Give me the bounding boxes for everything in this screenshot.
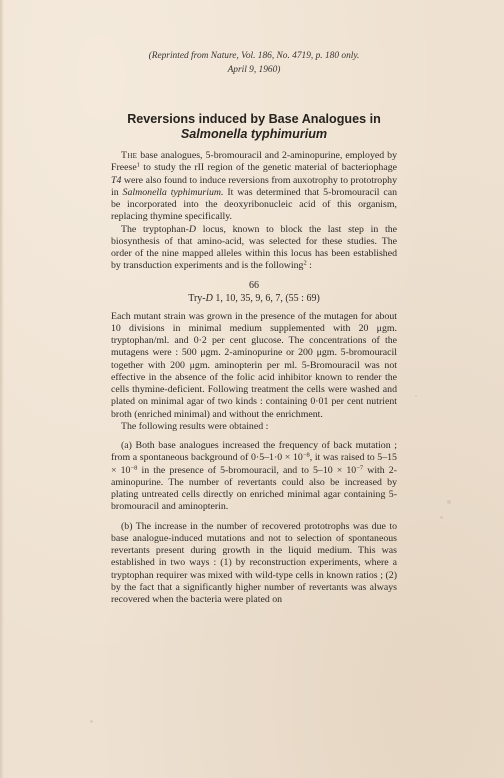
title-organism: Salmonella typhimurium: [180, 127, 328, 141]
paper-stain: [90, 720, 93, 723]
text-run: to study the rII region of the genetic material of bacteriophage: [139, 162, 397, 174]
reprint-notice: [111, 49, 397, 77]
text-run: , it was raised to 5–15 × 10: [111, 452, 397, 476]
text-run: It was determined that 5-bromouracil can be incorporated into the deoxyribonucleic acid of this organism, replacing thymine specifically.: [111, 186, 397, 223]
paragraph: [111, 440, 397, 514]
locus-letter: D: [188, 223, 197, 235]
reference-mark: 2: [303, 259, 307, 267]
paragraph: [111, 224, 397, 273]
item-label: (b): [121, 520, 133, 532]
allele-order-formula: [111, 279, 397, 305]
exponent: −8: [302, 451, 310, 459]
text-run: base analogues, 5-bromouracil and 2-aminopurine, employed by Freese: [111, 150, 397, 174]
reprint-line: April 9, 1960): [227, 65, 281, 75]
reference-mark: 1: [136, 161, 140, 169]
exponent: −7: [356, 464, 364, 471]
formula-text: Try-: [188, 292, 206, 304]
formula-locus: D: [205, 292, 213, 304]
lead-word: The: [121, 150, 138, 161]
paragraph: Each mutant strain was grown in the presence of the mutagen for about 10 divisions in minimal medium supplemented with 20 μgm. tryptophan/ml. and 0·2 per cent glucose. The concentrations of the mutagens were : 500 μgm. 2-aminopurine or 200 μgm. 5-bromouracil together with 200 μgm. aminopterin per ml. 5-Bromouracil was not effective in the absence of the folic acid inhibitor known to render the cells thymine-deficient. Following treatment the cells were washed and plated on minimal agar of two kinds : containing 0·01 per cent nutrient broth (enriched minimal) and without the enrichment.: [111, 310, 397, 420]
paragraph: The following results were obtained :: [121, 420, 269, 432]
text-run: :: [306, 260, 312, 272]
exponent: −8: [130, 464, 138, 471]
article-body: [111, 150, 397, 606]
article-title: [111, 112, 397, 142]
paragraph: [111, 150, 397, 224]
paper-stain: [447, 500, 451, 504]
reprint-line: (Reprinted from Nature, Vol. 186, No. 4719, p. 180 only.: [148, 51, 360, 61]
text-run: The tryptophan-: [121, 223, 189, 235]
item-label: (a): [121, 440, 132, 451]
phage-name: T4: [111, 174, 122, 186]
page-edge-shadow: [0, 0, 4, 778]
organism-name: Salmonella typhimurium.: [122, 186, 224, 198]
formula-superscript: 66: [249, 279, 259, 291]
paper-stain: [440, 516, 443, 519]
text-run: were also found to induce reversions from auxotrophy to prototrophy in: [111, 174, 397, 198]
paper-stain: [415, 395, 417, 397]
text-run: in the presence of 5-bromouracil, and to 5–10 × 10: [137, 464, 357, 476]
text-run: locus, known to block the last step in the biosynthesis of that amino-acid, was selected for these studies. The order of the nine mapped alleles within this locus has been established by transduction experiments and is the following: [111, 223, 397, 272]
text-run: with 2-aminopurine. The number of revertants could also be increased by plating untreated cells directly on enriched minimal agar containing 5-bromouracil and aminopterin.: [111, 464, 397, 513]
text-run: Both base analogues increased the frequency of back mutation ; from a spontaneous background of 0·5–1·0 × 10: [111, 440, 397, 464]
title-line: Reversions induced by Base Analogues in: [127, 112, 381, 126]
paragraph: [111, 521, 397, 607]
formula-text: 1, 10, 35, 9, 6, 7, (55 : 69): [212, 292, 320, 304]
text-run: The increase in the number of recovered prototrophs was due to base analogue-induced mutations and not to selection of spontaneous revertants present during growth in the liquid medium. This was established in two ways : (1) by reconstruction experiments, where a tryptophan requirer was mixed with wild-type cells in known ratios ; (2) by the fact that a significantly higher number of revertants was always recovered when the bacteria were plated on: [111, 520, 397, 605]
